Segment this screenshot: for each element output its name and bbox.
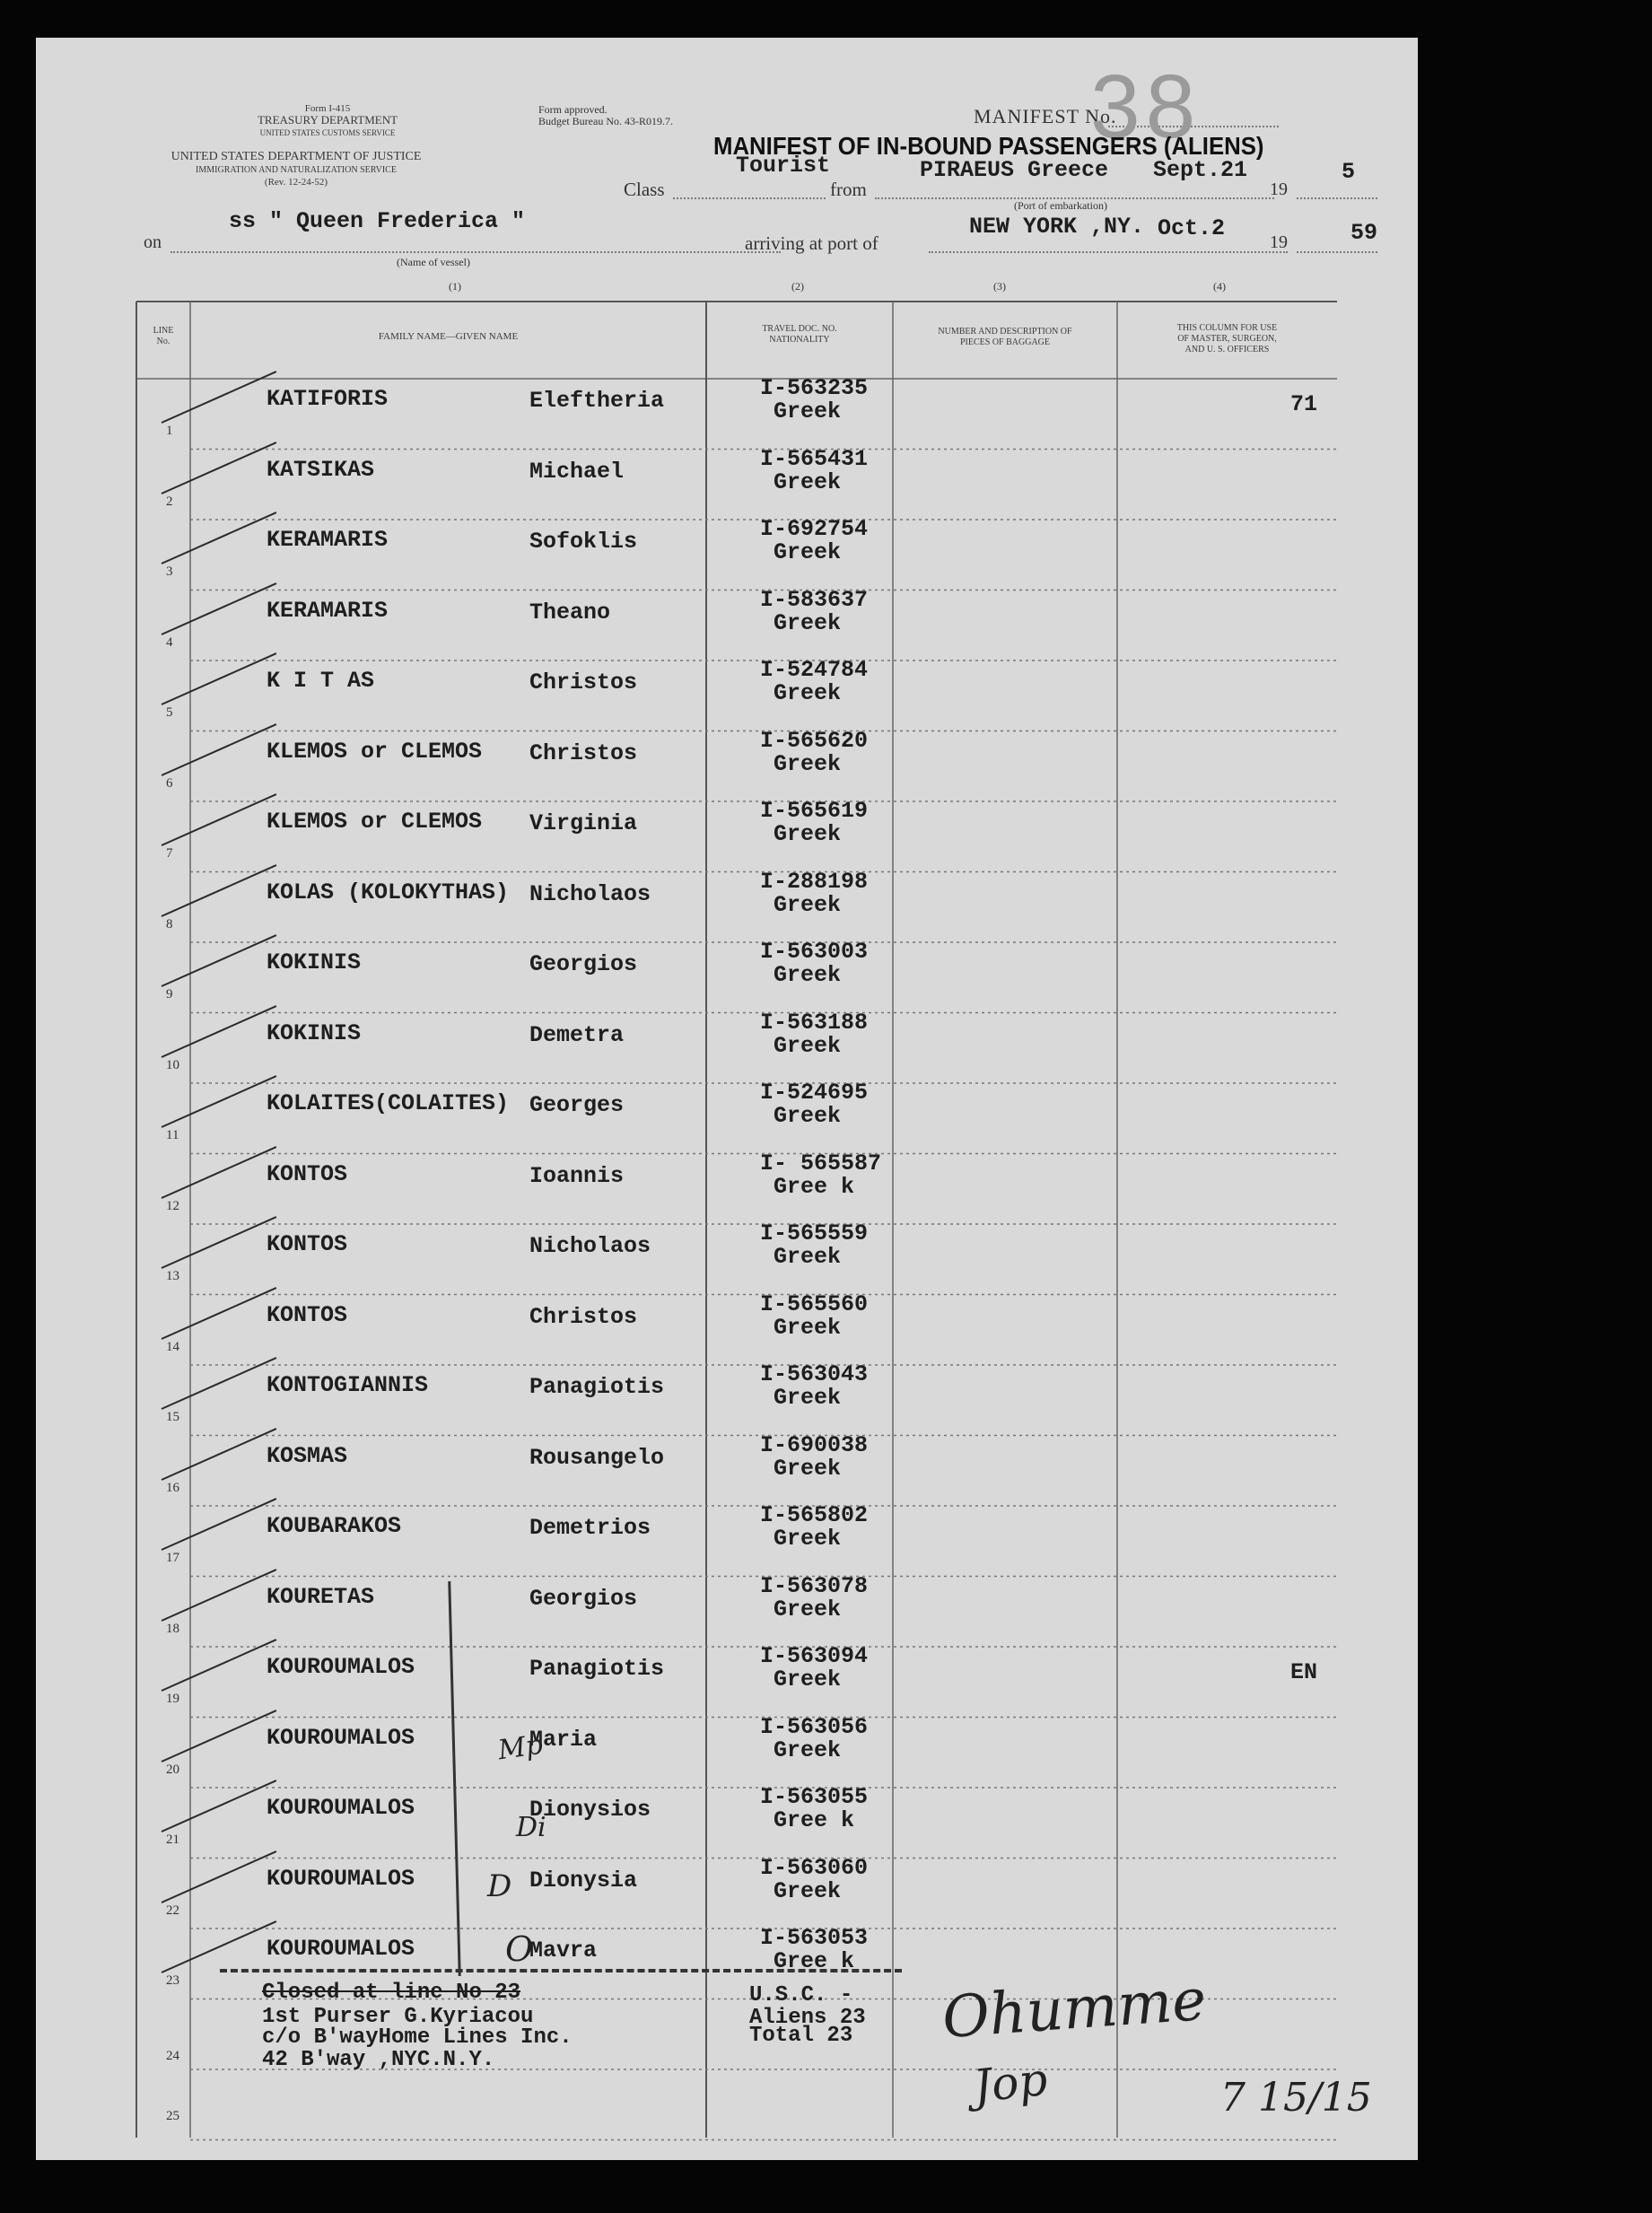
line-number: 6 (166, 775, 173, 791)
manifest-number: 38 (1090, 57, 1202, 157)
manifest-no-label: MANIFEST No. (974, 105, 1117, 127)
nationality: Greek (774, 1385, 842, 1411)
line-number: 23 (166, 1973, 179, 1988)
class-label: Class (624, 179, 665, 200)
line-number: 13 (166, 1269, 179, 1283)
line-number: 19 (166, 1692, 179, 1706)
family-name: KOKINIS (267, 1019, 362, 1046)
port-caption: (Port of embarkation) (1014, 199, 1107, 212)
year-prefix: 19 (1270, 179, 1288, 199)
travel-doc-number: I-583637 (760, 586, 869, 613)
line-number: 9 (166, 987, 173, 1002)
inspector-signature: Ohumme (940, 1966, 1209, 2052)
arrival-year: 59 (1350, 220, 1378, 246)
travel-doc-number: I-563188 (760, 1009, 869, 1036)
closing-line: c/o B'wayHome Lines Inc. (262, 2025, 573, 2050)
travel-doc-number: I-563094 (760, 1643, 869, 1669)
family-name: KLEMOS or CLEMOS (267, 809, 483, 835)
officer-note: EN (1290, 1659, 1318, 1685)
margin-initial: O (505, 1929, 534, 1969)
col-header-baggage: PIECES OF BAGGAGE (959, 337, 1050, 347)
departure-year: 5 (1342, 159, 1356, 185)
family-name: KOUROUMALOS (267, 1865, 415, 1892)
travel-doc-number: I-563053 (760, 1925, 869, 1951)
line-number: 24 (166, 2049, 179, 2063)
nationality: Greek (774, 891, 842, 918)
travel-doc-number: I-565559 (760, 1220, 869, 1246)
travel-doc-number: I-563043 (760, 1361, 869, 1387)
family-name: KOUROUMALOS (267, 1795, 415, 1821)
from-label: from (830, 179, 867, 200)
line-number: 5 (166, 705, 173, 720)
given-name: Demetrios (529, 1515, 651, 1541)
nationality: Greek (774, 398, 842, 424)
given-name: Georgios (529, 1585, 638, 1612)
count-line: Total 23 (749, 2024, 853, 2048)
nationality: Greek (774, 680, 842, 706)
line-number: 18 (166, 1621, 179, 1636)
given-name: Michael (529, 458, 625, 485)
count-line: Aliens 23 (749, 2006, 866, 2030)
line-number: 14 (166, 1339, 179, 1354)
travel-doc-number: I-565802 (760, 1502, 869, 1528)
family-name: KOSMAS (267, 1442, 348, 1469)
line-number: 4 (166, 634, 173, 650)
given-name: Rousangelo (529, 1444, 665, 1471)
family-name: KOURETAS (267, 1583, 375, 1610)
travel-doc-number: I-565620 (760, 727, 869, 754)
travel-doc-number: I-563060 (760, 1854, 869, 1881)
nationality: Greek (774, 1877, 842, 1904)
travel-doc-number: I-524784 (760, 657, 869, 683)
margin-initial: Mp (495, 1728, 546, 1767)
nationality: Greek (774, 1455, 842, 1482)
manifest-title: MANIFEST OF IN-BOUND PASSENGERS (ALIENS) (713, 132, 1264, 160)
given-name: Sofoklis (529, 529, 638, 555)
travel-doc-number: I-524695 (760, 1080, 869, 1106)
given-name: Christos (529, 669, 638, 695)
family-name: KOLAS (KOLOKYTHAS) (267, 879, 510, 905)
approval-line: Form approved. (538, 103, 607, 116)
given-name: Demetra (529, 1021, 625, 1048)
given-name: Georges (529, 1092, 625, 1118)
nationality: Gree k (774, 1807, 855, 1833)
col-number: (1) (449, 280, 461, 293)
closing-line: Closed at line No 23 (262, 1981, 521, 2005)
vessel-caption: (Name of vessel) (397, 256, 470, 268)
nationality: Greek (774, 821, 842, 847)
nationality: Greek (774, 1032, 842, 1059)
agency-line: UNITED STATES DEPARTMENT OF JUSTICE (170, 150, 422, 163)
form-id: Form I-415 (304, 103, 351, 114)
given-name: Ioannis (529, 1162, 625, 1189)
nationality: Greek (774, 1314, 842, 1341)
agency-line: (Rev. 12-24-52) (264, 177, 328, 188)
line-number: 20 (166, 1762, 179, 1777)
family-name: KOUROUMALOS (267, 1936, 415, 1962)
line-number: 17 (166, 1551, 179, 1565)
arriving-label: arriving at port of (745, 232, 878, 254)
col-number: (3) (993, 280, 1006, 293)
nationality: Greek (774, 1736, 842, 1763)
given-name: Nicholaos (529, 1233, 651, 1259)
travel-doc-number: I-563056 (760, 1713, 869, 1740)
family-name: KOUROUMALOS (267, 1654, 415, 1680)
travel-doc-number: I-563003 (760, 939, 869, 965)
line-number: 1 (166, 424, 173, 438)
line-number: 2 (166, 494, 173, 509)
given-name: Dionysios (529, 1797, 651, 1823)
col-number: (2) (791, 280, 804, 293)
arrival-port: NEW YORK ,NY. (969, 214, 1145, 240)
given-name: Mavra (529, 1937, 598, 1964)
travel-doc-number: I-563235 (760, 375, 869, 401)
family-name: KOKINIS (267, 949, 362, 975)
family-name: KERAMARIS (267, 597, 389, 624)
col-header-officers: OF MASTER, SURGEON, (1177, 334, 1277, 344)
family-name: KONTOS (267, 1231, 348, 1257)
nationality: Greek (774, 750, 842, 777)
col-header-name: FAMILY NAME—GIVEN NAME (378, 331, 519, 342)
nationality: Greek (774, 539, 842, 565)
arrival-date: Oct.2 (1158, 215, 1226, 241)
line-number: 22 (166, 1902, 179, 1918)
line-number: 15 (166, 1410, 179, 1424)
nationality: Greek (774, 609, 842, 636)
nationality: Greek (774, 1244, 842, 1270)
given-name: Panagiotis (529, 1374, 665, 1400)
family-name: KONTOS (267, 1301, 348, 1328)
travel-doc-number: I-565560 (760, 1290, 869, 1317)
margin-initial: Di (516, 1812, 546, 1843)
officer-note: 71 (1290, 391, 1318, 417)
line-number: 21 (166, 1833, 179, 1847)
nationality: Greek (774, 1596, 842, 1623)
nationality: Greek (774, 1103, 842, 1129)
inspector-initials: Jop (971, 2052, 1050, 2113)
agency-line: TREASURY DEPARTMENT (257, 113, 398, 127)
family-name: KONTOGIANNIS (267, 1372, 429, 1398)
given-name: Christos (529, 739, 638, 766)
family-name: KLEMOS or CLEMOS (267, 738, 483, 765)
vessel-name: ss " Queen Frederica " (229, 208, 526, 234)
line-number: 16 (166, 1480, 179, 1495)
given-name: Theano (529, 599, 611, 625)
col-header-line: LINE (153, 326, 174, 336)
family-name: KONTOS (267, 1160, 348, 1187)
nationality: Greek (774, 962, 842, 988)
family-name: KERAMARIS (267, 527, 389, 553)
col-header-officers: THIS COLUMN FOR USE (1176, 323, 1278, 333)
col-header-officers: AND U. S. OFFICERS (1184, 345, 1270, 354)
line-number: 3 (166, 564, 173, 579)
closing-line: 1st Purser G.Kyriacou (262, 2005, 534, 2029)
agency-line: UNITED STATES CUSTOMS SERVICE (259, 128, 396, 137)
port-of-embarkation: PIRAEUS Greece (920, 157, 1109, 183)
line-number: 25 (166, 2109, 179, 2123)
travel-doc-number: I-565431 (760, 445, 869, 472)
col-header-doc: TRAVEL DOC. NO. (762, 324, 837, 334)
given-name: Nicholaos (529, 880, 651, 907)
line-number: 11 (166, 1128, 179, 1142)
travel-doc-number: I-690038 (760, 1431, 869, 1458)
manifest-page (36, 38, 1418, 2160)
line-number: 7 (166, 846, 173, 861)
approval-line: Budget Bureau No. 43-R019.7. (538, 115, 673, 127)
travel-doc-number: I- 565587 (760, 1150, 882, 1176)
manifest-grid (36, 38, 1418, 2160)
family-name: KATIFORIS (267, 386, 389, 412)
agency-line: IMMIGRATION AND NATURALIZATION SERVICE (196, 165, 397, 175)
year-prefix: 19 (1270, 232, 1288, 252)
family-name: K I T AS (267, 668, 375, 694)
total-mark: 7 15/15 (1220, 2075, 1372, 2121)
given-name: Maria (529, 1726, 598, 1753)
class-value: Tourist (736, 153, 831, 179)
col-header-doc: NATIONALITY (769, 335, 830, 345)
travel-doc-number: I-563055 (760, 1784, 869, 1810)
closing-line: 42 B'way ,NYC.N.Y. (262, 2048, 495, 2072)
nationality: Greek (774, 468, 842, 495)
travel-doc-number: I-565619 (760, 798, 869, 824)
nationality: Greek (774, 1526, 842, 1552)
travel-doc-number: I-288198 (760, 868, 869, 895)
col-header-line: No. (156, 337, 170, 346)
family-name: KOUBARAKOS (267, 1513, 402, 1539)
family-name: KATSIKAS (267, 456, 375, 483)
family-name: KOLAITES(COLAITES) (267, 1090, 510, 1116)
line-number: 10 (166, 1057, 179, 1072)
given-name: Eleftheria (529, 388, 665, 414)
col-header-baggage: NUMBER AND DESCRIPTION OF (938, 327, 1072, 337)
nationality: Greek (774, 1666, 842, 1693)
on-label: on (144, 232, 162, 252)
given-name: Christos (529, 1303, 638, 1330)
given-name: Virginia (529, 810, 638, 836)
travel-doc-number: I-692754 (760, 516, 869, 542)
departure-date: Sept.21 (1153, 157, 1248, 183)
line-number: 8 (166, 916, 173, 932)
line-number: 12 (166, 1198, 179, 1213)
given-name: Dionysia (529, 1867, 638, 1894)
nationality: Gree k (774, 1948, 855, 1974)
count-line: U.S.C. - (749, 1983, 853, 2007)
nationality: Gree k (774, 1173, 855, 1200)
given-name: Georgios (529, 951, 638, 977)
family-name: KOUROUMALOS (267, 1724, 415, 1751)
margin-initial: D (487, 1868, 512, 1904)
given-name: Panagiotis (529, 1656, 665, 1682)
col-number: (4) (1213, 280, 1226, 293)
travel-doc-number: I-563078 (760, 1572, 869, 1599)
